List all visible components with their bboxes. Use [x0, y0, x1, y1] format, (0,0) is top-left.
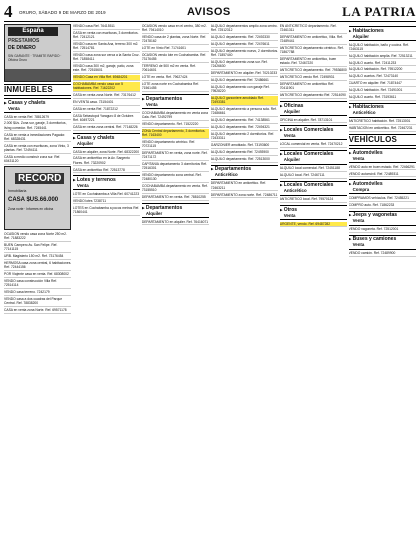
classified-ad: VENDO departamento zona central. Ref. 72480130	[142, 173, 209, 183]
classified-ad: DEPARTAMENTO zona norte. Ref. 72486711	[210, 192, 278, 197]
page-number: 4	[4, 2, 13, 21]
highlighted-classified-ad: COCHABAMBA vendo casa con 5 habitaciones. Ref. 71622202	[73, 82, 140, 92]
classified-ad: ALQUILO habitación. Ref. 72491001	[349, 88, 416, 94]
classified-ad: VENDO casa terreno. 7242179	[4, 290, 71, 296]
classified-ad: DEPARTAMENTO en anticrético Ref. 70411901	[280, 82, 347, 92]
subsection-heading	[280, 101, 347, 116]
ad-box-brand: España	[8, 27, 58, 36]
subsection-title: Lotes y terrenos	[76, 176, 116, 183]
classified-ad: COCHABAMBA departamento en venta zona Cala. Ref. 72492799	[141, 110, 209, 119]
classified-ad: ALQUILO departamento. Ref. 72513000	[211, 157, 278, 163]
classified-ad: CUARTO en alquiler. Ref. 71874447	[349, 81, 416, 87]
display-advertisement	[4, 166, 71, 230]
ad-column	[4, 24, 71, 542]
page-header	[4, 4, 416, 22]
classified-ad: DEPARTAMENTO en venta, zona norte. Ref. 72471172	[141, 150, 208, 160]
classified-ad: ANTICRETICO departamento Ref. 72514090	[279, 93, 346, 98]
subsection-heading	[142, 203, 209, 218]
subsection-type: Anticrético	[214, 172, 238, 178]
classified-ad: COCHABAMBA departamento en venta. Ref. 73155510	[141, 184, 208, 193]
highlighted-classified-ad: ZONA Central departamento, 3 dormitorios. Ref. 7163400	[142, 129, 209, 139]
classified-ad: VENDO casa en Santa Ana, terreno 300 m2. Ref. 72514781	[72, 42, 139, 51]
subsection-title: Automóviles	[352, 149, 383, 156]
subsection-heading	[349, 26, 416, 41]
classified-ad: LOTE en Vinto Ref. 71741601	[142, 46, 209, 52]
classified-ad: VENDO departamento. Ref. 71522220	[142, 122, 209, 128]
classified-ad: CASA Sebastopol Yaraguro 8 de Octubre. Ref. 60497221	[73, 114, 140, 124]
classified-ad: DEPARTAMENTO en anticrético, buen estado. Ref. 72467220	[280, 57, 347, 67]
classified-ad: ANTICRETICO departamento. Ref. 79536800	[279, 68, 347, 73]
classified-ad: VENDO casa construcción Villa Ref. 72514114	[4, 279, 71, 289]
subsection-type: Compra	[352, 186, 370, 192]
subsection-type: Alquiler	[76, 140, 94, 146]
classified-ad: ALQUILO habitación, baño y cocina. Ref. 72463115	[349, 43, 416, 53]
classified-ad: ALQUILO departamento zona sur. Ref. 72426630	[211, 60, 278, 70]
highlighted-classified-ad: ALQUILO garzoniere amoblado Ref. 72493381	[211, 96, 278, 106]
subsection-title: Oficinas	[283, 102, 304, 109]
classified-ad: ALQUILO cuartos. Ref. 72473140	[349, 74, 416, 80]
newspaper-logo: LA PATRIA	[342, 4, 416, 19]
classified-ad: VENDO casa 300 m2, garaje, patio, zona este. Ref. 72515601	[73, 64, 140, 74]
classified-ad: VENDO departamento céntrico. Ref. 70721115	[142, 140, 209, 150]
classified-ad: ALQUILO departamentos amplio zona centro. Ref. 72512312	[210, 24, 278, 33]
subsection-type: Alquiler	[283, 157, 301, 163]
classified-ad: VENDO automóvil. Ref. 72489311	[349, 172, 416, 178]
subsection-title: Habitaciones	[352, 27, 384, 34]
subsection-type: Anticrético	[352, 110, 376, 116]
classified-ad: URB. Magisterio 150 m2. Ref. 73176454	[4, 254, 71, 260]
subsection-title: Otros	[283, 206, 298, 213]
classified-ad: CASA en venta con escrituras, 3 dormitorios. Ref. 72412121	[72, 30, 139, 40]
classified-ad: VENDO vagoneta. Ref. 72512001	[349, 227, 416, 233]
highlighted-classified-ad: URGENTE, vendo. Ref. 69487282	[280, 222, 347, 228]
edition-date: ORURO, SÁBADO 9 DE MARZO DE 2019	[19, 10, 106, 15]
classified-ad: ALQUILO departamento a persona sola. Ref. 72486661	[210, 107, 277, 116]
classified-ad: CASA en venta con escrituras, zona Vinto, 3 plantas. Ref. 72494111	[4, 144, 71, 154]
classified-ad: DEPARTAMENTO en alquiler. Ref. 76416071	[141, 219, 209, 224]
display-advertisement	[4, 24, 71, 82]
ad-box-line1: Inmobiliaria	[8, 188, 27, 193]
subsection-type: Anticrético	[283, 188, 307, 194]
subsection-title: Jeeps y vagonetas	[352, 212, 398, 219]
category-heading: INMUEBLES	[4, 84, 71, 96]
highlighted-classified-ad: VENDO Casa en Villa Ref. 69484201	[73, 75, 140, 81]
classified-ad: CASA en venta zona central. Ref. 77148226	[73, 125, 140, 131]
subsection-heading	[4, 98, 71, 113]
classified-ad: LOTE zona norte en Cochabamba Ref. 71561455	[142, 82, 209, 92]
classified-ad: VENDO lotes 7238711	[73, 199, 140, 205]
subsection-heading	[73, 133, 140, 148]
subsection-heading	[349, 211, 416, 226]
subsection-type: Venta	[352, 218, 365, 224]
subsection-type: Venta	[76, 182, 89, 188]
classified-ad: LOTE en venta. Ref. 79627424	[142, 75, 209, 81]
ad-box-line2: CASA $US.66.000	[8, 196, 59, 203]
classified-ad: OCASION vendo casa en el centro, 380 m2. Ref. 79414010	[142, 24, 209, 34]
subsection-heading	[280, 125, 347, 140]
classified-ad: ALQUILO departamento. Ref. 72476611	[211, 42, 278, 48]
classified-ad: LOCAL comercial en venta. Ref. 72470212	[280, 142, 347, 148]
subsection-type: Venta	[283, 132, 296, 138]
ad-column	[73, 24, 140, 542]
classified-ad: OCASION vendo lote en Cochabamba. Ref. 73176455	[142, 53, 209, 63]
ad-box-line3: SIN GARANTE · TRAMITE RAPIDO · Oficina Oruro	[8, 54, 62, 62]
classified-ad: POR Viajente casa en venta. Ref. 68308002	[4, 272, 71, 278]
ad-column	[349, 24, 416, 542]
subsection-type: Alquiler	[145, 210, 163, 216]
classified-ad: DEPARTAMENTO en venta. Ref. 78810255	[142, 195, 209, 201]
classified-ad: ALQUILO departamento. Ref. 74138561	[211, 118, 278, 124]
classified-ad: DEPARTAMENTO en alquiler. Ref. 70210233	[210, 71, 278, 76]
classified-ad: ALQUILO departamento con garaje Ref. 79528220	[211, 85, 278, 95]
subsection-title: Casas y chalets	[76, 134, 115, 141]
classified-ad: DEPARTAMENTO en anticrético. Ref. 72463211	[211, 181, 278, 191]
classified-ad: VENDO auto en buen estado. Ref. 72466291	[348, 164, 415, 169]
subsection-heading	[211, 165, 278, 180]
subsection-title: Locales Comerciales	[283, 182, 334, 189]
classified-ad: VENDO camión. Ref. 72489900	[349, 251, 416, 257]
classified-ad: LOTES en Cochabamba a pocos metros Ref. 71860441	[72, 205, 140, 214]
classified-ad: ALQUILO habitación. Ref. 79512200	[349, 67, 416, 73]
classified-ad: CASA en venta Ref. 78812679	[4, 115, 71, 121]
subsection-title: Automóviles	[352, 180, 383, 187]
classified-ad: VENDO casa zona sur cerca a la Santa Cruz. Ref. 71858411	[72, 53, 140, 62]
subsection-heading	[280, 181, 347, 196]
subsection-title: Habitaciones	[352, 104, 384, 111]
subsection-type: Venta	[8, 105, 20, 111]
classified-ad: VENDO casa a dos cuadras del Parque Central. Ref. 78838200	[4, 297, 71, 307]
classified-ad: CASA en venta a inmediaciones Pagador. Ref. 68328431	[4, 133, 71, 143]
classified-ad: ANTICRETICO local. Ref. 79570124	[280, 197, 347, 203]
classified-ad: CAPITANIA departamento 3 dormitorios Ref. 72516301	[142, 162, 209, 172]
category-heading: VEHÍCULOS	[349, 134, 416, 146]
subsection-type: Venta	[352, 242, 365, 248]
classified-ad: EN VENTA casa. 73154401	[73, 100, 140, 106]
subsection-title: Departamentos	[145, 95, 183, 102]
classified-ad: CASA en alquiler, zona Norte. Ref. 68322200	[72, 149, 140, 154]
classified-ad: OFICINA en alquiler. Ref. 78713101	[280, 118, 347, 124]
classified-ad: ALQUILO departamento. Ref. 72492330	[211, 35, 278, 41]
classified-ad: CASA en venta zona Norte. Ref. 73176412	[73, 93, 140, 99]
subsection-type: Venta	[352, 155, 365, 161]
subsection-title: Departamentos	[145, 204, 183, 211]
subsection-heading	[349, 103, 416, 118]
subsection-heading	[142, 94, 209, 109]
classified-ad: ALQUILO departamento Ref. 72486661	[211, 78, 278, 84]
classified-ad: ALQUILO departamento nuevo, 2 dormitorios. Ref. 71857440	[210, 48, 279, 58]
subsection-heading	[280, 205, 347, 220]
ad-column	[142, 24, 209, 542]
classified-ad: BUEN Campero Av. San Felipe. Ref. 77141115	[4, 243, 71, 253]
subsection-heading	[349, 179, 416, 194]
ad-box-line2: DE DINERO	[8, 45, 36, 51]
classified-ad: DEPARTAMENTO en anticrético, Villa. Ref. 72489441	[280, 35, 347, 45]
classified-ad: CASA en venta zona Norte. Ref. 69571178	[4, 308, 71, 314]
ad-box-line3: Zona norte · Informes en oficina	[8, 206, 54, 211]
ad-columns	[4, 24, 416, 542]
classified-ad: CASA en anticrético Ref. 72513778	[73, 168, 140, 174]
classified-ad: ANTICRETICO habitación. Ref. 72513001	[349, 119, 416, 125]
subsection-title: Locales Comerciales	[283, 126, 334, 133]
classified-ad: ANTICRETICO departamento céntrico. Ref. 71867788	[280, 46, 347, 56]
subsection-type: Alquiler	[283, 108, 301, 114]
classified-ad: HABITACION en anticrético. Ref. 72467231	[349, 126, 416, 132]
classified-ad: 2.000 $Us. Zona sur, garaje, 3 dormitorios, living comedor. Ref. 7245441	[4, 121, 71, 131]
classified-ad: ALQUILO departamento. Ref. 72494321	[211, 125, 278, 131]
classified-ad: CASA a medio construir zona sur. Ref. 60431120	[4, 155, 71, 165]
classified-ad: LOTE en Cochabamba a Villa Ref. 60741223	[72, 191, 140, 196]
classified-ad: ALQUILO departamento 2 dormitorios. Ref. 72433311	[211, 132, 278, 142]
classified-ad: ALQUILO departamento Ref. 72493900	[211, 150, 278, 156]
subsection-title: Buses y camiones	[352, 236, 397, 243]
classified-ad: OCASION vendo casa zona Norte 250 m2. Ref. 71883222	[4, 232, 71, 242]
classified-ad: COMPRO auto. Ref. 71862233	[349, 203, 416, 209]
subsection-heading	[349, 235, 416, 250]
ad-column	[280, 24, 347, 542]
classified-ad: GARZONIER amoblado. Ref. 73193600	[211, 143, 278, 149]
ad-box-brand: RECORD	[15, 173, 64, 184]
classified-ad: ANTICRETICO vendo Ref. 72498931	[280, 75, 347, 81]
ad-photo-strip	[5, 69, 70, 81]
classified-ad: ALQUILO cuarto. Ref. 72411233	[349, 61, 416, 67]
subsection-type: Venta	[283, 212, 296, 218]
subsection-title: Departamentos	[214, 166, 252, 173]
subsection-title: Casas y chalets	[8, 99, 46, 106]
ad-box-line1: PRESTAMOS	[8, 38, 40, 44]
classified-ad: CASA en anticrético en la Av. Sargento Flores. Ref. 73220902	[73, 156, 140, 166]
classified-ad: COMPRAMOS vehículos. Ref. 72455221	[349, 196, 416, 202]
section-title: AVISOS	[187, 6, 231, 18]
classified-ad: VENDO casa Ref. 76415511	[73, 24, 140, 30]
subsection-heading	[349, 148, 416, 163]
classified-ad: TERRENO de 500 m2 en venta. Ref. 70614601	[142, 64, 209, 74]
classified-ad: ALQUILO local comercial. Ref. 72451188	[280, 166, 347, 172]
subsection-title: Locales Comerciales	[283, 151, 334, 158]
subsection-type: Venta	[145, 101, 158, 107]
subsection-heading	[73, 175, 140, 190]
classified-ad: CASA en venta Ref. 71872212	[73, 107, 140, 113]
classified-ad: ALQUILO local. Ref. 72467111	[280, 173, 347, 179]
subsection-heading	[280, 150, 347, 165]
ad-column	[211, 24, 278, 542]
classified-ad: VENDO casa de 2 plantas, zona Norte. Ref. 72478162	[142, 35, 209, 45]
classified-ad: ALQUILO cuarto. Ref. 73193611	[349, 95, 416, 101]
classified-ad: ALQUILO habitación amplia. Ref. 72513211	[349, 54, 416, 60]
subsection-type: Alquiler	[352, 33, 369, 39]
classified-ad: HERMOSA casa zona central, 6 habitaciones. Ref. 72444156	[4, 260, 72, 270]
classified-ad: EN ANTICRETICO departamento. Ref. 72461311	[280, 24, 347, 34]
